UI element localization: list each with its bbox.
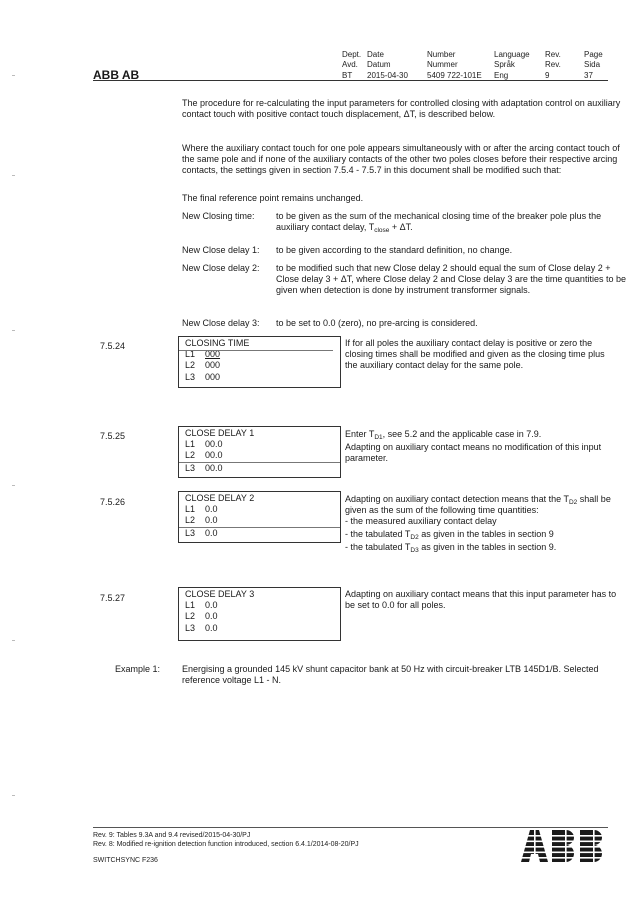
setting-row-l2: L2 0.0 — [185, 515, 218, 526]
setting-row-l1: L1 0.0 — [185, 600, 218, 611]
footer-rev9: Rev. 9: Tables 9.3A and 9.4 revised/2015-04-30/PJ — [93, 832, 251, 839]
setting-row-l3: L3 00.0 — [179, 462, 340, 474]
intro-paragraph-1: The procedure for re-calculating the input parameters for controlled closing with adaptation control on auxiliary contact touch with positive contact touch displacement, ΔT, is described below. — [182, 98, 621, 120]
header-language: Language Språk Eng — [494, 50, 530, 80]
bullet-tabulated-td3: - the tabulated $T_{D3}$ as given in the tables in section 9. — [345, 541, 557, 554]
section-number-7-5-27: 7.5.27 — [100, 593, 126, 603]
section-desc-7-5-26: Adapting on auxiliary contact detection means that the $T_{D2}$ shall be given as the sum of the following time quantities: - the measured auxiliary contact delay - the tabulated $T_{D2}$ as given in the tables in section 9 - the tabulated $T_{D3}$ as given in the tables in section 9. — [345, 494, 617, 553]
setting-box-title: CLOSE DELAY 2 — [185, 493, 255, 503]
example-text: Energising a grounded 145 kV shunt capacitor bank at 50 Hz with circuit-breaker LTB 145D1/B. Selected reference voltage L1 - N. — [182, 664, 599, 686]
def-label-close-delay-3: New Close delay 3: — [182, 318, 260, 328]
bullet-measured-delay: - the measured auxiliary contact delay — [345, 516, 497, 527]
setting-row-l1: L1 000 — [185, 349, 221, 360]
setting-box-close-delay-2 — [178, 491, 341, 543]
def-label-closing-time: New Closing time: — [182, 211, 255, 221]
setting-row-l1: L1 00.0 — [185, 439, 223, 450]
scan-mark — [12, 175, 15, 176]
setting-box-title: CLOSING TIME — [185, 338, 250, 348]
header-divider — [93, 80, 608, 81]
setting-row-l3: L3 0.0 — [179, 527, 340, 539]
box-divider — [179, 350, 333, 351]
abb-logo — [521, 830, 609, 862]
section-desc-7-5-27: Adapting on auxiliary contact means that this input parameter has to be set to 0.0 for all poles. — [345, 589, 617, 611]
company-name: ABB AB — [93, 68, 140, 82]
bullet-tabulated-td2: - the tabulated $T_{D2}$ as given in the tables in section 9 — [345, 528, 554, 541]
setting-row-l2: L2 00.0 — [185, 450, 223, 461]
header-page: Page Sida 37 — [584, 50, 603, 80]
scan-mark — [12, 795, 15, 796]
scan-mark — [12, 485, 15, 486]
section-number-7-5-25: 7.5.25 — [100, 431, 126, 441]
header-rev: Rev. Rev. 9 — [545, 50, 561, 80]
setting-row-l3: L3 000 — [185, 371, 221, 382]
setting-box-close-delay-1 — [178, 426, 341, 478]
section-number-7-5-24: 7.5.24 — [100, 341, 126, 351]
setting-box-close-delay-3 — [178, 587, 341, 641]
def-label-close-delay-2: New Close delay 2: — [182, 263, 260, 273]
scan-mark — [12, 75, 15, 76]
def-text-close-delay-2: to be modified such that new Close delay 2 should equal the sum of Close delay 2 + Close delay 3 + ΔT, where Close delay 2 and Close delay 3 are the time quantities to be given when detection is done by instrument transformer signals. — [276, 263, 626, 296]
section-desc-7-5-24: If for all poles the auxiliary contact delay is positive or zero the closing times shall be modified and given as the closing time plus the auxiliary contact delay for the same pole. — [345, 338, 605, 371]
def-text-close-delay-3: to be set to 0.0 (zero), no pre-arcing is considered. — [276, 318, 478, 328]
section-number-7-5-26: 7.5.26 — [100, 497, 126, 507]
def-text-close-delay-1: to be given according to the standard definition, no change. — [276, 245, 513, 255]
intro-paragraph-2: Where the auxiliary contact touch for one pole appears simultaneously with or after the arcing contact touch of the same pole and if none of the auxiliary contacts of the other two poles closes before their respective arcing contacts, the settings given in section 7.5.4 - 7.5.7 in this document shall be modified such that: — [182, 143, 620, 176]
setting-row-l2: L2 000 — [185, 360, 221, 371]
header-dept: Dept. Avd. BT — [342, 50, 362, 80]
setting-row-l1: L1 0.0 — [185, 504, 218, 515]
setting-box-title: CLOSE DELAY 1 — [185, 428, 255, 438]
section-desc-7-5-25: Enter $T_{D1}$, see 5.2 and the applicable case in 7.9. Adapting on auxiliary contact means no modification of this input parameter. — [345, 429, 602, 464]
setting-box-title: CLOSE DELAY 3 — [185, 589, 255, 599]
scan-mark — [12, 640, 15, 641]
header-date: Date Datum 2015-04-30 — [367, 50, 408, 80]
scan-mark — [12, 330, 15, 331]
def-label-close-delay-1: New Close delay 1: — [182, 245, 260, 255]
footer-rev8: Rev. 8: Modified re-ignition detection function introduced, section 6.4.1/2014-08-20/PJ — [93, 841, 359, 848]
setting-box-closing-time — [178, 336, 341, 388]
intro-paragraph-3: The final reference point remains unchanged. — [182, 193, 364, 203]
header-number: Number Nummer 5409 722-101E — [427, 50, 482, 80]
setting-row-l3: L3 0.0 — [185, 622, 218, 633]
footer-divider — [93, 827, 608, 828]
footer-doc-id: SWITCHSYNC F236 — [93, 857, 158, 864]
setting-row-l2: L2 0.0 — [185, 611, 218, 622]
example-label: Example 1: — [115, 664, 161, 674]
def-text-closing-time: to be given as the sum of the mechanical closing time of the breaker pole plus the auxiliary contact delay, $T_{close} + \Delta T$. — [276, 211, 602, 235]
